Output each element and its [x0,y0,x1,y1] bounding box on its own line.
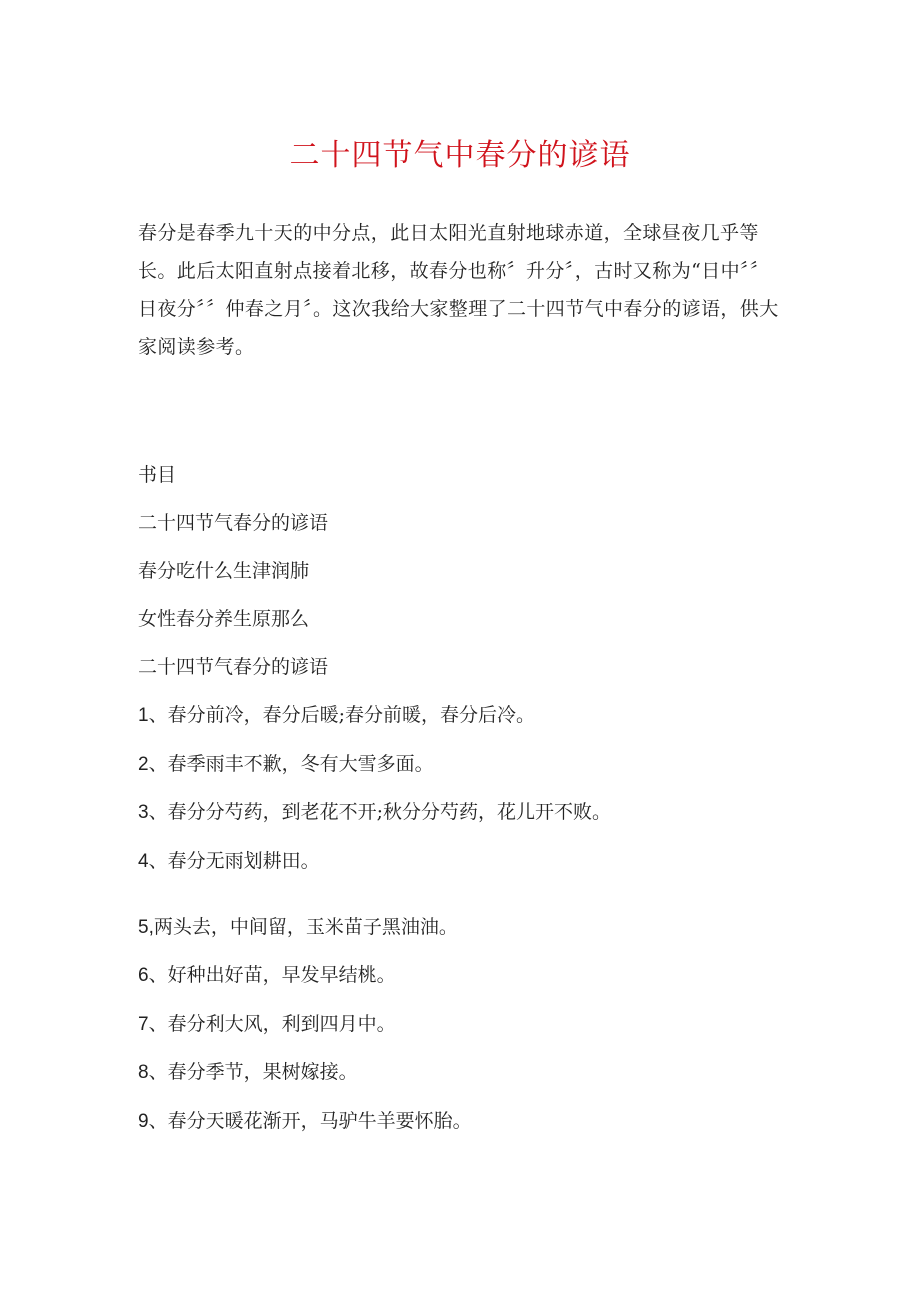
saying-text: 春季雨丰不歉，冬有大雪多面。 [167,753,434,775]
saying-number: 1、 [138,705,168,726]
document-title: 二十四节气中春分的谚语 [289,138,631,173]
section-heading: 二十四节气春分的谚语 [138,656,329,678]
saying-number: 9、 [138,1111,168,1132]
saying-item [138,749,434,780]
toc-item: 二十四节气春分的谚语 [138,512,329,534]
saying-item [138,960,396,991]
saying-item [138,1106,472,1137]
saying-item [138,912,458,943]
saying-number: 6、 [138,965,168,986]
saying-number: 8、 [138,1062,168,1083]
saying-number: 4、 [138,851,168,872]
saying-text: 春分无雨划耕田。 [167,850,320,872]
saying-text: 春分前冷，春分后暖;春分前暖，春分后冷。 [167,704,535,726]
toc-item: 女性春分养生原那么 [138,608,310,630]
saying-item [138,1057,358,1088]
intro-paragraph: 春分是春季九十天的中分点，此日太阳光直射地球赤道，全球昼夜几乎等长。此后太阳直射点接着北移，故春分也称〞升分〞，古时又称为“日中〞〞日夜分〞〞仲春之月〞。这次我给大家整理了二十四节气中春分的谚语，供大家阅读参考。 [138,222,779,358]
saying-number: 2、 [138,754,168,775]
saying-number: 5, [138,917,154,938]
saying-item [138,797,611,828]
saying-text: 春分天暖花渐开，马驴牛羊要怀胎。 [167,1110,472,1132]
toc-item: 春分吃什么生津润肺 [138,560,310,582]
toc-heading: 书目 [138,464,177,486]
saying-text: 好种出好苗，早发早结桃。 [167,964,396,986]
saying-item [138,700,535,731]
saying-text: 两头去，中间留，玉米苗子黑油油。 [153,916,458,938]
saying-text: 春分季节，果树嫁接。 [167,1061,358,1083]
saying-number: 3、 [138,802,168,823]
saying-number: 7、 [138,1014,168,1035]
saying-text: 春分利大风，利到四月中。 [167,1013,396,1035]
saying-text: 春分分芍药，到老花不开;秋分分芍药，花儿开不败。 [167,801,611,823]
saying-item [138,846,320,877]
saying-item [138,1009,396,1040]
